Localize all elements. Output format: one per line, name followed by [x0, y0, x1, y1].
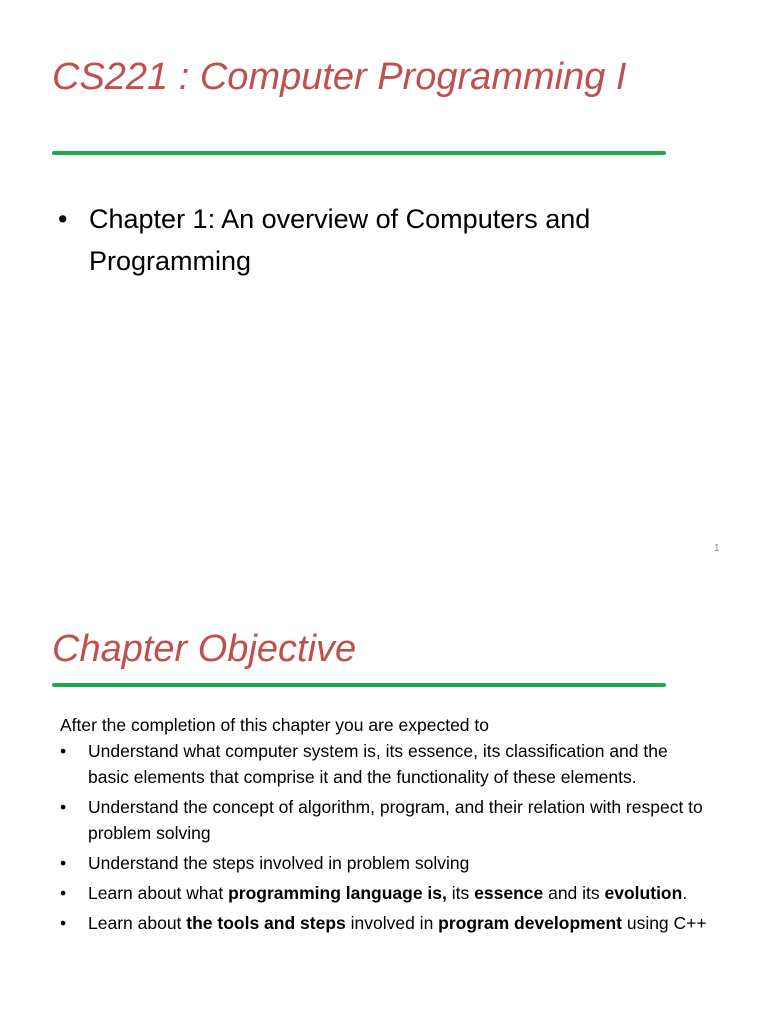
bullet-icon: • — [60, 853, 67, 873]
list-item: • Understand the steps involved in problem solving — [60, 850, 710, 876]
list-item: • Understand what computer system is, its essence, its classification and the basic elements that comprise it and the functionality of these elements. — [60, 738, 710, 790]
slide-title: CS221 : Computer Programming I — [52, 56, 627, 98]
slide-2 — [0, 576, 768, 1024]
page-number: 1 — [714, 543, 720, 554]
list-item: • Learn about what programming language is, its essence and its evolution. — [60, 880, 710, 906]
title-divider — [52, 683, 666, 687]
chapter-bullet — [58, 198, 698, 282]
bullet-icon: • — [60, 883, 67, 903]
list-item: • Learn about the tools and steps involved in program development using C++ — [60, 910, 710, 936]
title-divider — [52, 151, 666, 155]
chapter-bullet-text: Chapter 1: An overview of Computers and Programming — [89, 204, 591, 276]
slide-title: Chapter Objective — [52, 628, 357, 670]
bullet-icon: • — [58, 204, 68, 234]
bullet-icon: • — [60, 797, 67, 817]
bullet-icon: • — [60, 741, 67, 761]
list-item: • Understand the concept of algorithm, program, and their relation with respect to problem solving — [60, 794, 710, 846]
objective-list — [60, 738, 710, 940]
objective-intro: After the completion of this chapter you are expected to — [60, 715, 489, 735]
bullet-icon: • — [60, 913, 67, 933]
